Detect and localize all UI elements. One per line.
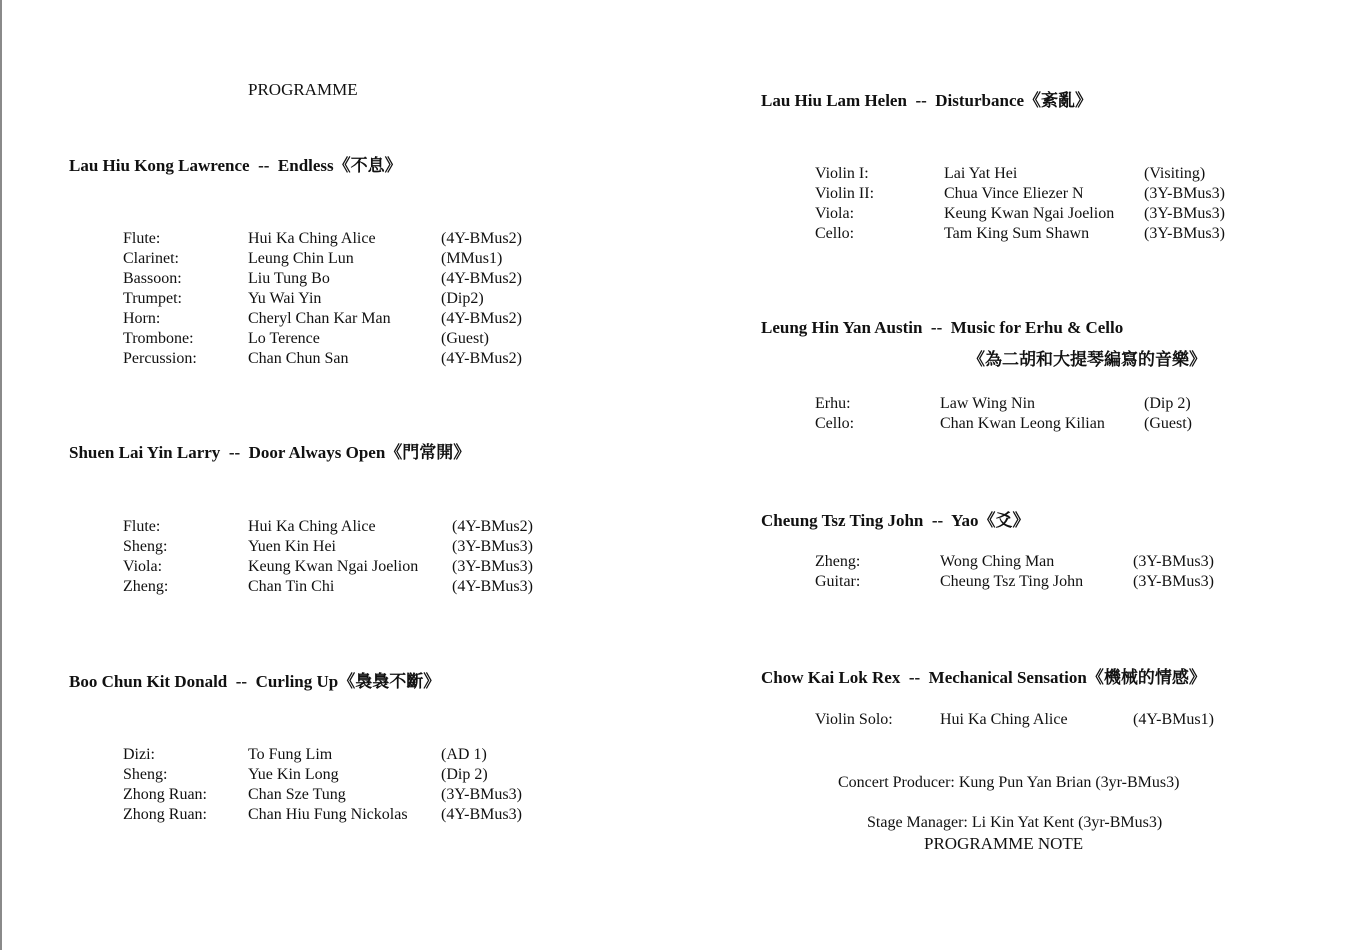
separator: -- xyxy=(228,443,241,462)
separator: -- xyxy=(931,511,944,530)
performer-name: Chan Chun San xyxy=(248,350,349,367)
piece-title: Endless《不息》 xyxy=(277,156,402,175)
performer-row xyxy=(123,269,543,289)
instrument: Zheng: xyxy=(815,553,861,570)
performer-name: Hui Ka Ching Alice xyxy=(248,518,376,535)
instrument: Percussion: xyxy=(123,350,197,367)
performer-row xyxy=(123,537,553,557)
piece-heading xyxy=(761,86,1092,111)
study-level: (Guest) xyxy=(1144,415,1192,432)
composer-name: Shuen Lai Yin Larry xyxy=(69,443,221,462)
performer-name: Chan Tin Chi xyxy=(248,578,335,595)
study-level: (4Y-BMus2) xyxy=(441,310,522,327)
performer-row xyxy=(815,164,1235,184)
piece-title: Curling Up《裊裊不斷》 xyxy=(255,672,441,691)
performer-name: Hui Ka Ching Alice xyxy=(248,230,376,247)
stage-manager: Stage Manager: Li Kin Yat Kent (3yr-BMus3) xyxy=(867,814,1163,831)
performer-row xyxy=(123,289,543,309)
study-level: (MMus1) xyxy=(441,250,503,267)
piece-title: Mechanical Sensation《機械的情感》 xyxy=(928,668,1206,687)
performer-list xyxy=(815,164,1235,244)
performer-name: Cheung Tsz Ting John xyxy=(940,573,1084,590)
performer-row xyxy=(123,577,553,597)
study-level: (Visiting) xyxy=(1144,165,1206,182)
composer-name: Lau Hiu Lam Helen xyxy=(761,91,907,110)
study-level: (4Y-BMus3) xyxy=(441,806,522,823)
separator: -- xyxy=(930,318,943,337)
performer-row xyxy=(123,517,553,537)
study-level: (Dip2) xyxy=(441,290,484,307)
performer-row xyxy=(815,414,1215,434)
performer-list xyxy=(815,710,1225,730)
study-level: (Dip 2) xyxy=(1144,395,1191,412)
piece-heading xyxy=(69,438,470,463)
instrument: Cello: xyxy=(815,225,855,242)
performer-name: Chan Hiu Fung Nickolas xyxy=(248,806,408,823)
study-level: (4Y-BMus2) xyxy=(441,270,522,287)
performer-row xyxy=(815,710,1225,730)
study-level: (3Y-BMus3) xyxy=(1133,553,1214,570)
study-level: (4Y-BMus1) xyxy=(1133,711,1214,728)
performer-name: Wong Ching Man xyxy=(940,553,1055,570)
piece-heading xyxy=(69,667,440,692)
performer-row xyxy=(123,229,543,249)
instrument: Dizi: xyxy=(123,746,155,763)
instrument: Viola: xyxy=(815,205,855,222)
instrument: Violin Solo: xyxy=(815,711,893,728)
study-level: (4Y-BMus2) xyxy=(441,230,522,247)
performer-name: Chan Sze Tung xyxy=(248,786,346,803)
study-level: (3Y-BMus3) xyxy=(1144,225,1225,242)
piece-heading xyxy=(69,151,402,176)
instrument: Cello: xyxy=(815,415,855,432)
performer-row xyxy=(815,394,1215,414)
piece-title: Door Always Open《門常開》 xyxy=(248,443,471,462)
performer-name: Lo Terence xyxy=(248,330,320,347)
instrument: Violin II: xyxy=(815,185,875,202)
performer-name: Law Wing Nin xyxy=(940,395,1036,412)
performer-row xyxy=(123,329,543,349)
performer-row xyxy=(815,572,1225,592)
piece-heading xyxy=(761,663,1206,688)
separator: -- xyxy=(258,156,270,175)
piece-title: Disturbance《紊亂》 xyxy=(935,91,1093,110)
instrument: Zhong Ruan: xyxy=(123,786,207,803)
study-level: (4Y-BMus3) xyxy=(452,578,533,595)
instrument: Zhong Ruan: xyxy=(123,806,207,823)
study-level: (3Y-BMus3) xyxy=(1144,185,1225,202)
performer-name: Tam King Sum Shawn xyxy=(944,225,1090,242)
performer-row xyxy=(815,224,1235,244)
instrument: Trumpet: xyxy=(123,290,182,307)
performer-row xyxy=(815,552,1225,572)
instrument: Violin I: xyxy=(815,165,869,182)
instrument: Erhu: xyxy=(815,395,851,412)
programme-title: PROGRAMME xyxy=(248,80,358,99)
separator: -- xyxy=(235,672,248,691)
performer-row xyxy=(123,745,543,765)
instrument: Flute: xyxy=(123,230,161,247)
performer-name: Yuen Kin Hei xyxy=(248,538,336,555)
composer-name: Chow Kai Lok Rex xyxy=(761,668,901,687)
performer-list xyxy=(123,517,553,597)
performer-row xyxy=(815,184,1235,204)
study-level: (4Y-BMus2) xyxy=(452,518,533,535)
piece-title: Music for Erhu & Cello xyxy=(950,318,1124,337)
performer-name: Keung Kwan Ngai Joelion xyxy=(248,558,419,575)
performer-name: Chan Kwan Leong Kilian xyxy=(940,415,1105,432)
study-level: (AD 1) xyxy=(441,746,487,763)
study-level: (3Y-BMus3) xyxy=(1144,205,1225,222)
instrument: Horn: xyxy=(123,310,161,327)
performer-row xyxy=(123,349,543,369)
study-level: (Dip 2) xyxy=(441,766,488,783)
performer-row xyxy=(123,249,543,269)
study-level: (3Y-BMus3) xyxy=(1133,573,1214,590)
concert-producer: Concert Producer: Kung Pun Yan Brian (3yr-BMus3) xyxy=(838,774,1180,791)
piece-heading xyxy=(761,506,1030,531)
performer-name: Cheryl Chan Kar Man xyxy=(248,310,391,327)
piece-title: Yao《爻》 xyxy=(951,511,1030,530)
study-level: (3Y-BMus3) xyxy=(441,786,522,803)
performer-row xyxy=(123,765,543,785)
performer-list xyxy=(815,394,1215,434)
performer-name: To Fung Lim xyxy=(248,746,333,763)
piece-title-chinese: 《為二胡和大提琴編寫的音樂》 xyxy=(968,350,1206,369)
performer-row xyxy=(123,557,553,577)
instrument: Bassoon: xyxy=(123,270,182,287)
instrument: Clarinet: xyxy=(123,250,179,267)
separator: -- xyxy=(908,668,921,687)
instrument: Guitar: xyxy=(815,573,861,590)
study-level: (Guest) xyxy=(441,330,489,347)
page-left-edge xyxy=(0,0,2,950)
performer-name: Liu Tung Bo xyxy=(248,270,330,287)
performer-list xyxy=(123,229,543,369)
performer-row xyxy=(123,785,543,805)
composer-name: Cheung Tsz Ting John xyxy=(761,511,924,530)
performer-name: Hui Ka Ching Alice xyxy=(940,711,1068,728)
performer-name: Keung Kwan Ngai Joelion xyxy=(944,205,1115,222)
composer-name: Leung Hin Yan Austin xyxy=(761,318,923,337)
instrument: Zheng: xyxy=(123,578,169,595)
instrument: Sheng: xyxy=(123,766,168,783)
performer-name: Yue Kin Long xyxy=(248,766,339,783)
composer-name: Boo Chun Kit Donald xyxy=(69,672,228,691)
programme-note-heading: PROGRAMME NOTE xyxy=(924,834,1084,853)
instrument: Sheng: xyxy=(123,538,168,555)
piece-heading xyxy=(761,318,1123,338)
study-level: (4Y-BMus2) xyxy=(441,350,522,367)
separator: -- xyxy=(915,91,927,110)
performer-row xyxy=(123,805,543,825)
performer-list xyxy=(123,745,543,825)
instrument: Viola: xyxy=(123,558,163,575)
performer-list xyxy=(815,552,1225,592)
instrument: Flute: xyxy=(123,518,161,535)
performer-name: Chua Vince Eliezer N xyxy=(944,185,1084,202)
composer-name: Lau Hiu Kong Lawrence xyxy=(69,156,250,175)
performer-row xyxy=(123,309,543,329)
performer-name: Leung Chin Lun xyxy=(248,250,354,267)
performer-row xyxy=(815,204,1235,224)
performer-name: Yu Wai Yin xyxy=(248,290,322,307)
performer-name: Lai Yat Hei xyxy=(944,165,1018,182)
study-level: (3Y-BMus3) xyxy=(452,538,533,555)
instrument: Trombone: xyxy=(123,330,194,347)
study-level: (3Y-BMus3) xyxy=(452,558,533,575)
